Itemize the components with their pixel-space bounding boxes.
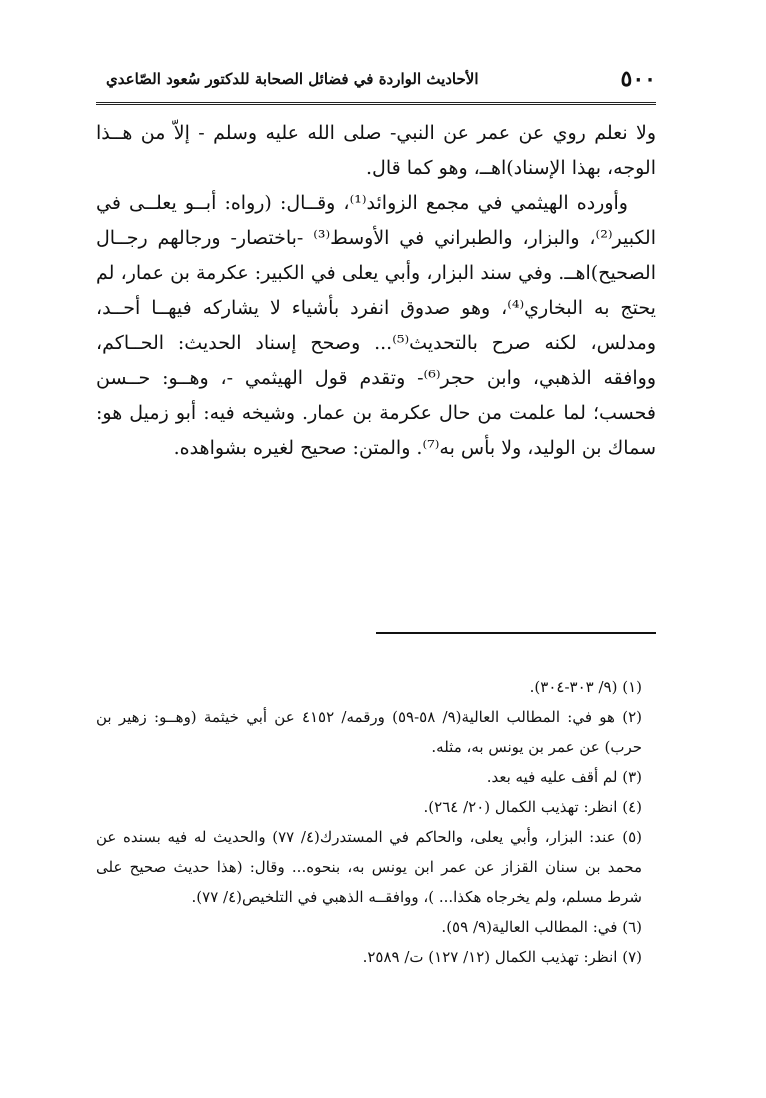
footnotes <box>96 672 656 972</box>
footnote-7: (٧) انظر: تهذيب الكمال (١٢/ ١٢٧) ت/ ٢٥٨٩. <box>362 948 642 966</box>
page-header <box>96 64 656 104</box>
footnote-5: (٥) عند: البزار، وأبي يعلى، والحاكم في المستدرك(٤/ ٧٧) والحديث له فيه بسنده عن محمد بن سنان القزاز عن عمر ابن يونس به، بنحوه... وقال: (هذا حديث صحيح على شرط مسلم، ولم يخرجاه هكذا... )، ووافقــه الذهبي في التلخيص(٤/ ٧٧). <box>96 828 643 906</box>
main-text <box>96 116 656 466</box>
paragraph-1: ولا نعلم روي عن عمر عن النبي- صلى الله عليه وسلم - إلاّ من هــذا الوجه، بهذا الإسناد)اهــ، وهو كما قال. <box>96 122 656 179</box>
footnote-6: (٦) في: المطالب العالية(٩/ ٥٩). <box>441 918 642 936</box>
footnote-3: (٣) لم أقف عليه فيه بعد. <box>486 768 642 786</box>
paragraph-2: وأورده الهيثمي في مجمع الزوائد⁽¹⁾، وقــال: (رواه: أبــو يعلــى في الكبير⁽²⁾، والبزار، والطبراني في الأوسط⁽³⁾ -باختصار- ورجالهم رجــال الصحيح)اهــ. وفي سند البزار، وأبي يعلى في الكبير: عكرمة بن عمار، لم يحتج به البخاري⁽⁴⁾، وهو صدوق انفرد بأشياء لا يشاركه فيهــا أحــد، ومدلس، لكنه صرح بالتحديث⁽⁵⁾... وصحح إسناد الحديث: الحــاكم، ووافقه الذهبي، وابن حجر⁽⁶⁾- وتقدم قول الهيثمي -، وهــو: حــسن فحسب؛ لما علمت من حال عكرمة بن عمار. وشيخه فيه: أبو زميل هو: سماك بن الوليد، ولا بأس به⁽⁷⁾. والمتن: صحيح لغيره بشواهده. <box>96 192 656 459</box>
footnote-1: (١) (٩/ ٣٠٣-٣٠٤). <box>529 678 642 696</box>
footnote-2: (٢) هو في: المطالب العالية(٩/ ٥٨-٥٩) ورقمه/ ٤١٥٢ عن أبي خيثمة (وهــو: زهير بن حرب) عن عمر بن يونس به، مثله. <box>96 708 642 756</box>
header-rule <box>96 102 656 105</box>
footnote-separator <box>376 632 656 634</box>
page-number: ٥٠٠ <box>620 66 656 92</box>
footnote-4: (٤) انظر: تهذيب الكمال (٢٠/ ٢٦٤). <box>423 798 642 816</box>
running-title: الأحاديث الواردة في فضائل الصحابة للدكتور سُعود الصّاعدي <box>106 70 479 88</box>
